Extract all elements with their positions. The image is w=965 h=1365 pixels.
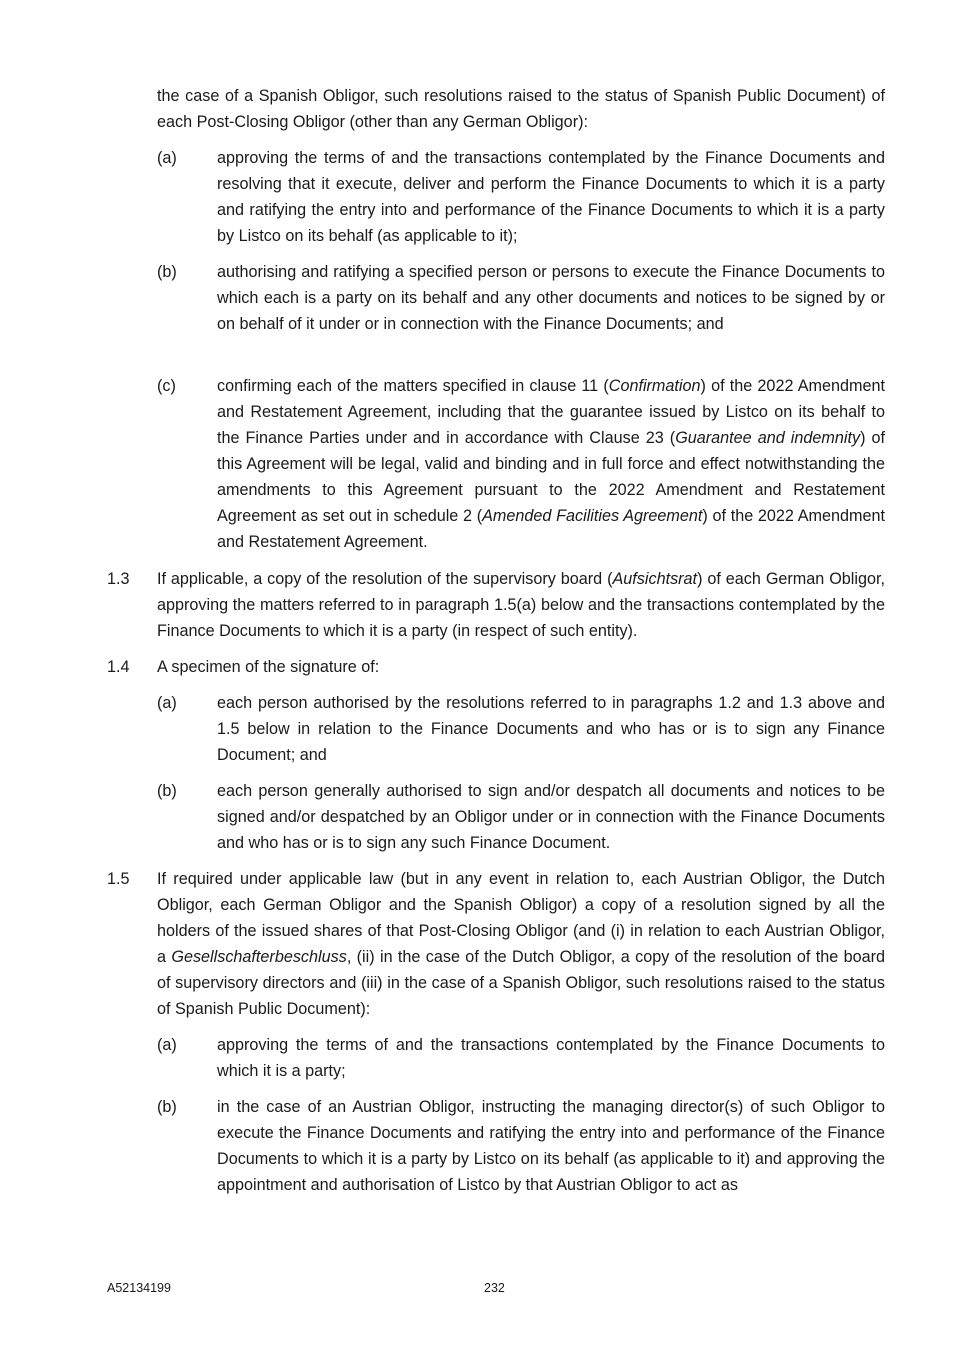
clause-number-1-5: 1.5 (107, 870, 130, 888)
italic-term: Guarantee and indemnity (675, 429, 861, 447)
item-letter-b: (b) (157, 782, 177, 800)
clause-1-4-item-b-text: each person generally authorised to sign and/or despatch all documents and notices to be signed and/or despatched by an Obligor under or in connection with the Finance Documents and who has or is to sign any such Finance Document. (217, 782, 885, 852)
italic-term: Amended Facilities Agreement (482, 507, 703, 525)
item-letter-c: (c) (157, 377, 176, 395)
page-number: 232 (484, 1281, 505, 1295)
clause-1-3-text: If applicable, a copy of the resolution of the supervisory board (Aufsichtsrat) of each German Obligor, approving the matters referred to in paragraph 1.5(a) below and the transactions contemplated by the Finance Documents to which it is a party (in respect of such entity). (157, 570, 886, 640)
item-letter-a: (a) (157, 1036, 177, 1054)
clause-1-5-item-b-text: in the case of an Austrian Obligor, instructing the managing director(s) of such Obligor to execute the Finance Documents and ratifying the entry into and performance of the Finance Documents to which it is a party by Listco on its behalf (as applicable to it) and approving the appointment and authorisation of Listco by that Austrian Obligor to act as (217, 1098, 885, 1194)
item-letter-b: (b) (157, 1098, 177, 1116)
clause-1-5-text: If required under applicable law (but in any event in relation to, each Austrian Obligor, the Dutch Obligor, each German Obligor and the Spanish Obligor) a copy of a resolution signed by all the holders of the issued shares of that Post-Closing Obligor (and (i) in relation to each Austrian Obligor, a Gesellschafterbeschluss, (ii) in the case of the Dutch Obligor, a copy of the resolution of the board of supervisory directors and (iii) in the case of a Spanish Obligor, such resolutions raised to the status of Spanish Public Document): (157, 870, 885, 1018)
clause-1-4-text: A specimen of the signature of: (157, 658, 380, 676)
item-c-text: confirming each of the matters specified in clause 11 (Confirmation) of the 2022 Amendment and Restatement Agreement, including that the guarantee issued by Listco on its behalf to the Finance Parties under and in accordance with Clause 23 (Guarantee and indemnity) of this Agreement will be legal, valid and binding and in full force and effect notwithstanding the amendments to this Agreement pursuant to the 2022 Amendment and Restatement Agreement as set out in schedule 2 (Amended Facilities Agreement) of the 2022 Amendment and Restatement Agreement. (217, 377, 886, 551)
clause-1-4-item-a-text: each person authorised by the resolutions referred to in paragraphs 1.2 and 1.3 above and 1.5 below in relation to the Finance Documents and who has or is to sign any Finance Document; and (217, 694, 885, 764)
item-b-text: authorising and ratifying a specified person or persons to execute the Finance Documents to which each is a party on its behalf and any other documents and notices to be signed by or on behalf of it under or in connection with the Finance Documents; and (217, 263, 885, 333)
item-letter-a: (a) (157, 694, 177, 712)
italic-term: Confirmation (608, 377, 701, 395)
clause-1-5-item-a-text: approving the terms of and the transactions contemplated by the Finance Documents to which it is a party; (217, 1036, 885, 1080)
document-reference: A52134199 (107, 1281, 171, 1295)
item-letter-b: (b) (157, 263, 177, 281)
item-letter-a: (a) (157, 149, 177, 167)
intro-paragraph: the case of a Spanish Obligor, such resolutions raised to the status of Spanish Public Document) of each Post-Closing Obligor (other than any German Obligor): (157, 87, 885, 131)
clause-number-1-4: 1.4 (107, 658, 130, 676)
italic-term: Gesellschafterbeschluss (171, 948, 347, 966)
italic-term: Aufsichtsrat (612, 570, 698, 588)
clause-number-1-3: 1.3 (107, 570, 130, 588)
item-a-text: approving the terms of and the transactions contemplated by the Finance Documents and resolving that it execute, deliver and perform the Finance Documents to which it is a party and ratifying the entry into and performance of the Finance Documents to which it is a party by Listco on its behalf (as applicable to it); (217, 149, 885, 245)
